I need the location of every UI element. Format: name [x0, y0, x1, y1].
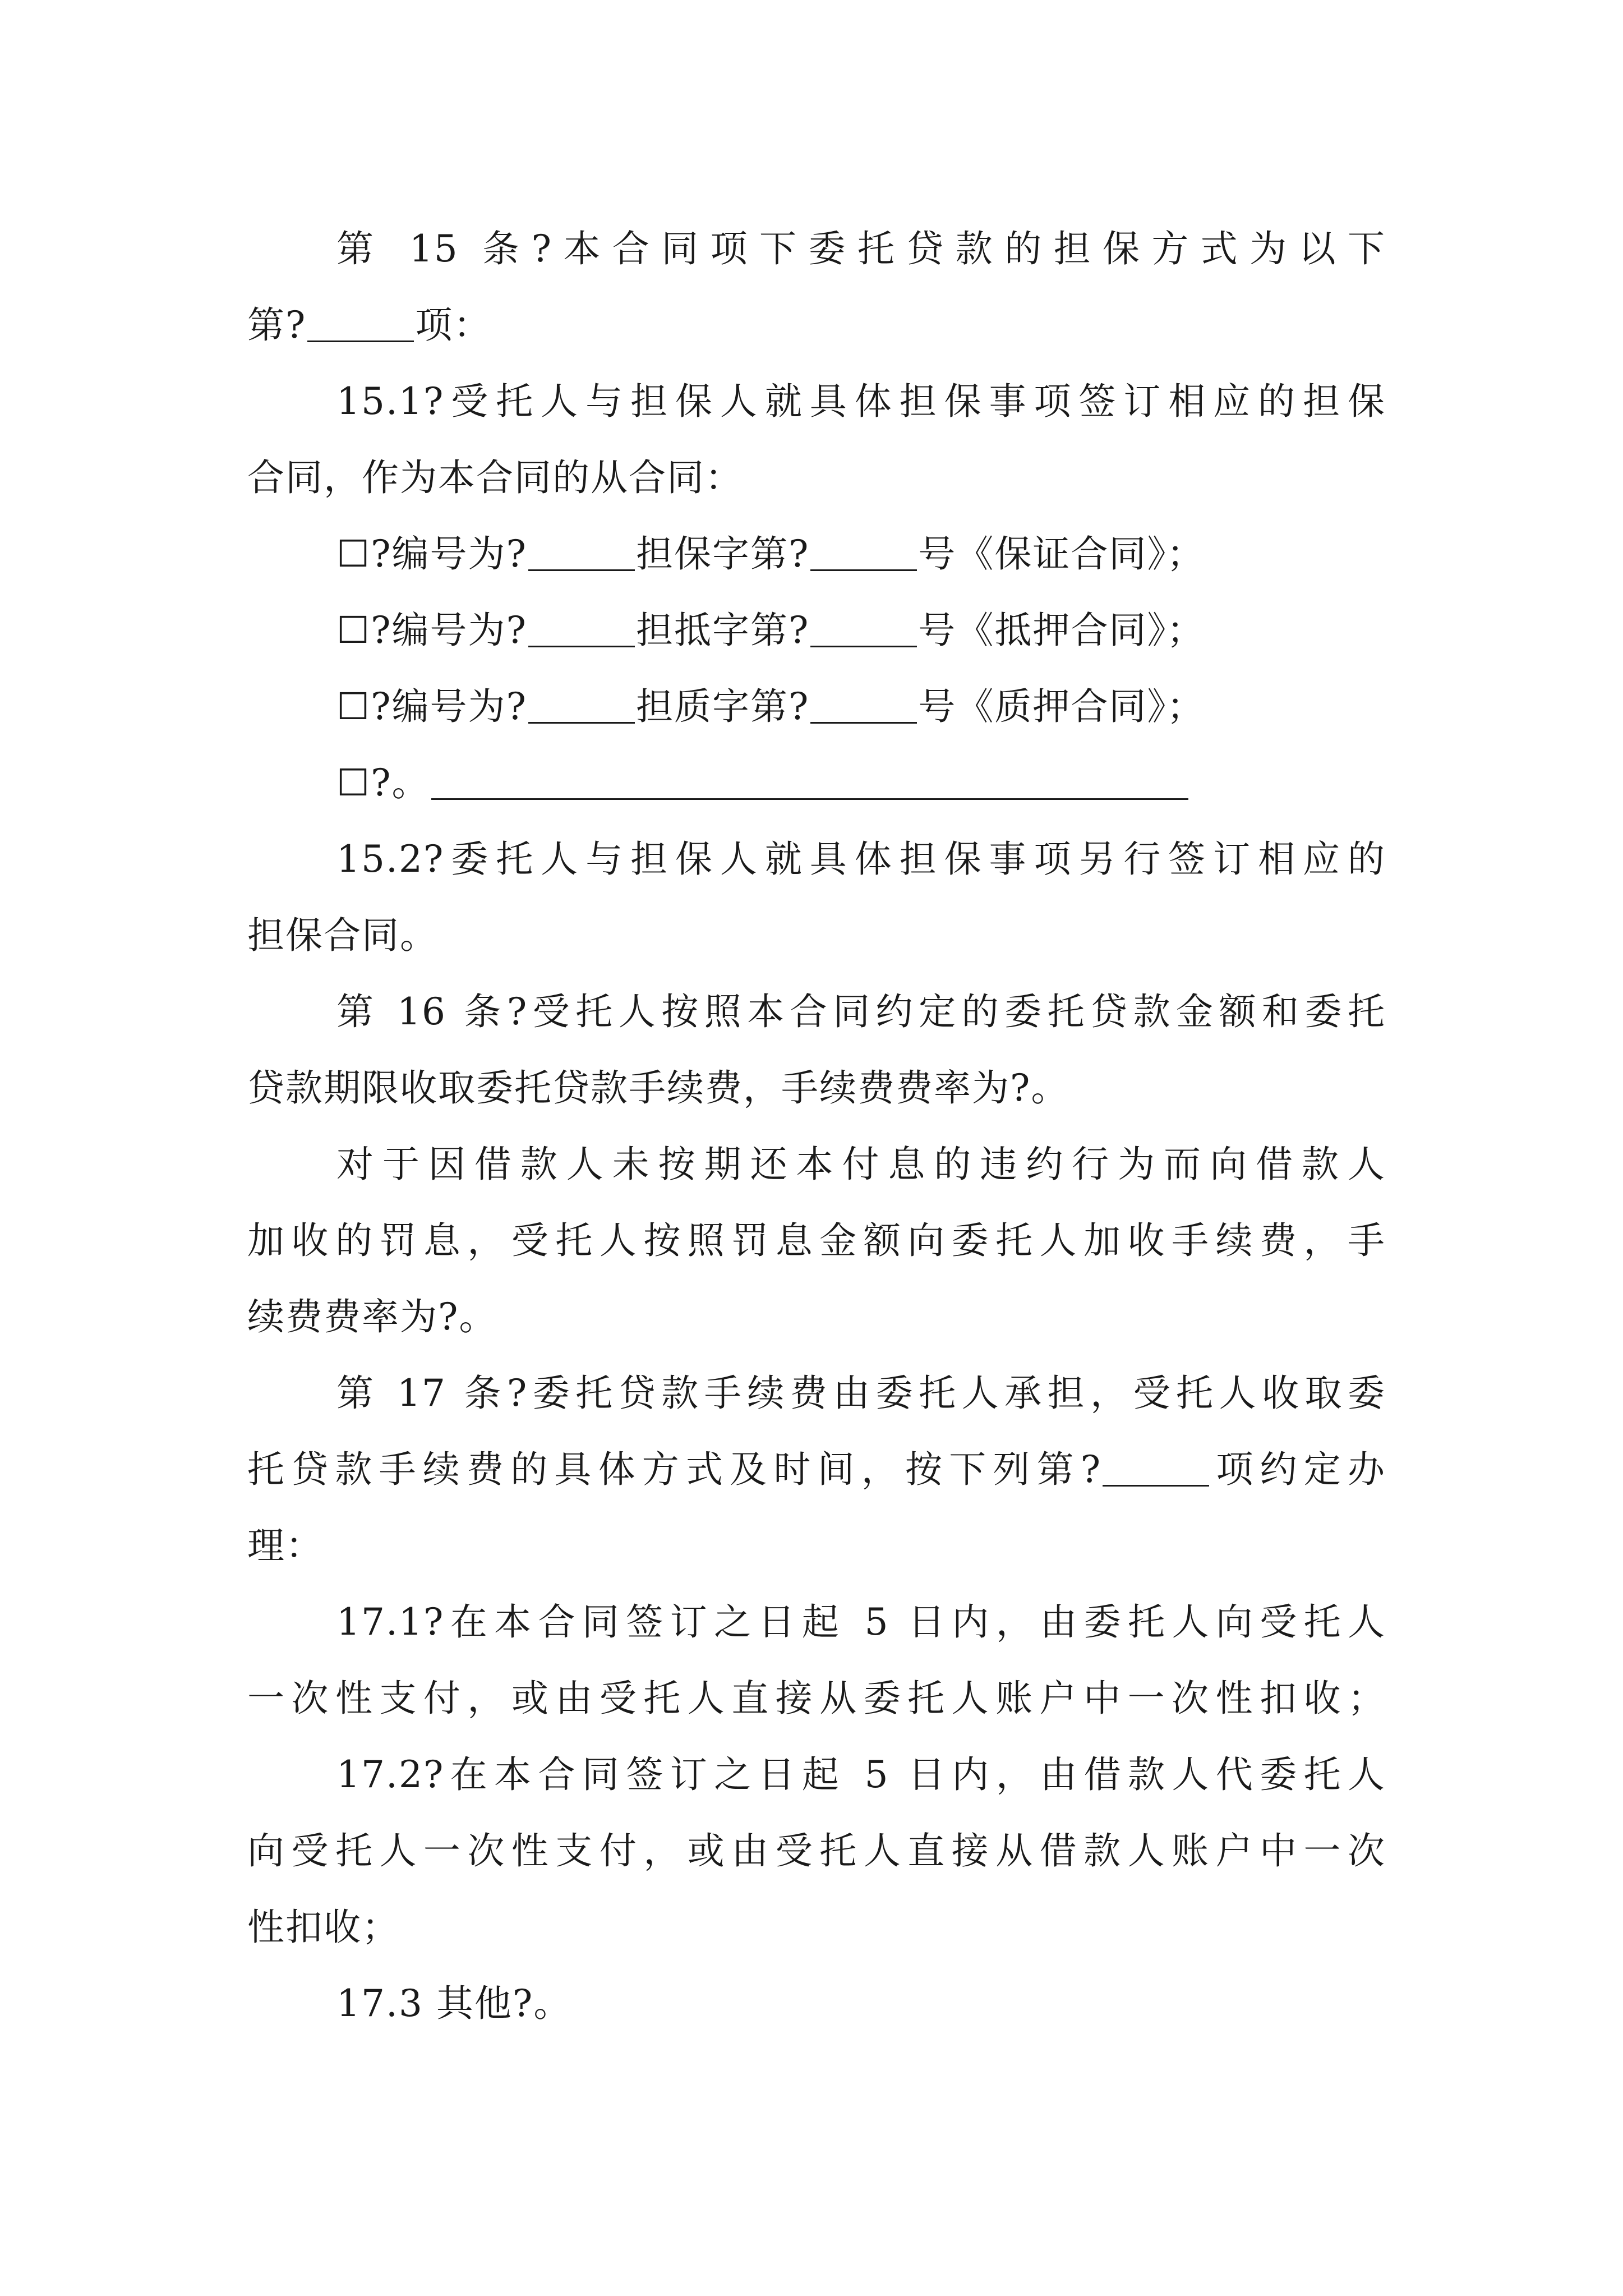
- penalty-text-2: 加收的罚息，受托人按照罚息金额向委托人加收手续费，手: [247, 1219, 1386, 1262]
- clause-17-2-line-1: [336, 1744, 1386, 1806]
- penalty-paragraph-line-2: [247, 1210, 1386, 1272]
- clause-17-3-text: 17.3 其他?。: [336, 1982, 572, 2025]
- clause-15-2-line-1: [336, 829, 1386, 890]
- number-blank: [810, 613, 917, 647]
- article-17-line-1: 第 17 条?委托贷款手续费由委托人承担，受托人收取委: [336, 1372, 1386, 1415]
- option-3-mid: 担质字第?: [635, 685, 810, 728]
- other-blank: [431, 765, 1188, 800]
- option-2-tail: 号《抵押合同》；: [918, 609, 1205, 652]
- option-1-tail: 号《保证合同》；: [918, 532, 1205, 576]
- option-1-mid: 担保字第?: [635, 532, 810, 576]
- article-16-line-2: [247, 1057, 1386, 1119]
- option-2-mid: 担抵字第?: [635, 609, 810, 652]
- option-prefix: ?编号为?: [371, 685, 527, 728]
- article-17-text-2b: 项约定办: [1210, 1448, 1386, 1491]
- item-number-blank: [1103, 1452, 1209, 1487]
- clause-17-1-text-2: 一次性支付，或由受托人直接从委托人账户中一次性扣收；: [247, 1677, 1386, 1720]
- clause-15-1-text-1: 15.1?受托人与担保人就具体担保事项签订相应的担保: [336, 380, 1386, 423]
- option-guarantee-contract: [336, 523, 1386, 585]
- article-17-text-2a: 托贷款手续费的具体方式及时间，按下列第?: [247, 1448, 1102, 1491]
- article-16-line-1: 第 16 条?受托人按照本合同约定的委托贷款金额和委托: [336, 990, 1386, 1033]
- article-15-line-1: 第 15 条?本合同项下委托贷款的担保方式为以下: [336, 227, 1386, 270]
- penalty-paragraph-line-3: [247, 1286, 1386, 1348]
- number-blank: [528, 689, 635, 724]
- clause-17-1-text-1: 17.1?在本合同签订之日起 5 日内，由委托人向受托人: [336, 1600, 1386, 1644]
- clause-15-1-line-1: [336, 371, 1386, 432]
- checkbox: ☐: [336, 761, 371, 804]
- clause-17-2-text-1: 17.2?在本合同签订之日起 5 日内，由借款人代委托人: [336, 1753, 1386, 1796]
- article-15-heading: [336, 218, 1386, 280]
- clause-17-2-text-2: 向受托人一次性支付，或由受托人直接从借款人账户中一次: [247, 1829, 1386, 1872]
- checkbox: ☐: [336, 532, 371, 576]
- clause-17-2-line-3: [247, 1897, 1386, 1958]
- option-pledge-contract: [336, 676, 1386, 738]
- clause-15-2-text-1: 15.2?委托人与担保人就具体担保事项另行签订相应的: [336, 838, 1386, 881]
- option-prefix: ?编号为?: [371, 532, 527, 576]
- clause-17-2-text-3: 性扣收；: [247, 1906, 400, 1949]
- number-blank: [528, 536, 635, 571]
- number-blank: [810, 689, 917, 724]
- option-other: [336, 752, 1386, 814]
- option-3-tail: 号《质押合同》；: [918, 685, 1205, 728]
- clause-15-1-line-2: [247, 447, 1386, 509]
- checkbox: ☐: [336, 609, 371, 652]
- article-15-item-suffix: 项：: [415, 303, 492, 347]
- clause-15-2-line-2: [247, 905, 1386, 967]
- option-prefix: ?编号为?: [371, 609, 527, 652]
- clause-17-2-line-2: [247, 1820, 1386, 1882]
- item-number-blank: [307, 307, 414, 342]
- article-17-heading: [336, 1363, 1386, 1424]
- penalty-text-1: 对于因借款人未按期还本付息的违约行为而向借款人: [336, 1143, 1386, 1186]
- penalty-paragraph-line-1: [336, 1134, 1386, 1195]
- number-blank: [528, 613, 635, 647]
- penalty-text-3: 续费费率为?。: [247, 1295, 497, 1338]
- option-mortgage-contract: [336, 600, 1386, 661]
- article-17-line-3: [247, 1515, 1386, 1577]
- checkbox: ☐: [336, 685, 371, 728]
- article-17-text-3: 理：: [247, 1524, 324, 1567]
- option-4-text: ?。: [371, 761, 430, 804]
- clause-17-1-line-1: [336, 1591, 1386, 1653]
- article-16-heading: [336, 981, 1386, 1043]
- number-blank: [810, 536, 917, 571]
- article-17-line-2: [247, 1439, 1386, 1501]
- clause-15-2-text-2: 担保合同。: [247, 914, 438, 957]
- article-16-text-2: 贷款期限收取委托贷款手续费，手续费费率为?。: [247, 1066, 1069, 1110]
- article-15-item-prefix: 第?: [247, 303, 307, 347]
- clause-15-1-text-2: 合同，作为本合同的从合同：: [247, 456, 743, 499]
- clause-17-1-line-2: [247, 1668, 1386, 1729]
- clause-17-3: [336, 1973, 1386, 2035]
- article-15-line-2: [247, 295, 1386, 356]
